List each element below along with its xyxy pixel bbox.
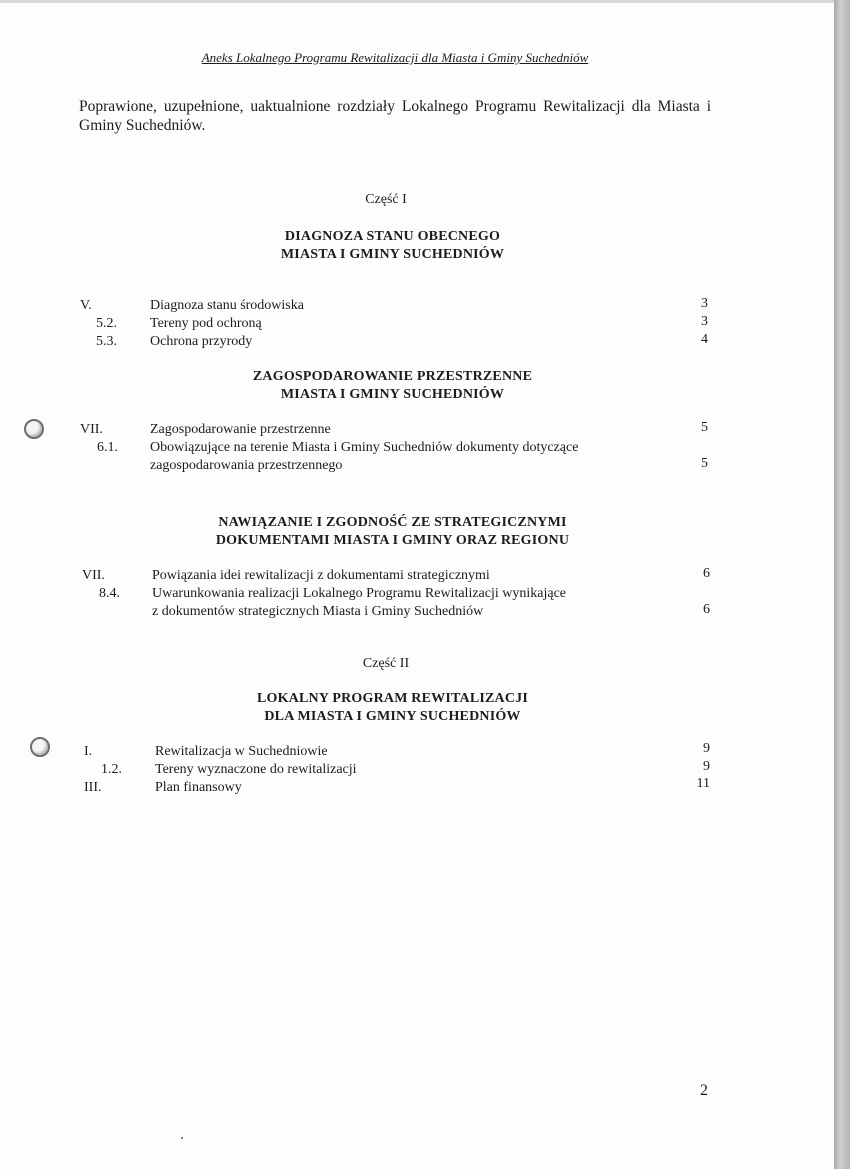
toc-page-number: 4 bbox=[701, 332, 708, 347]
toc-page-number: 5 bbox=[701, 420, 708, 435]
section-title-line: DOKUMENTAMI MIASTA I GMINY ORAZ REGIONU bbox=[215, 533, 570, 548]
running-header: Aneks Lokalnego Programu Rewitalizacji dla Miasta i Gminy Suchedniów bbox=[201, 50, 589, 65]
section-title-line: ZAGOSPODAROWANIE PRZESTRZENNE bbox=[252, 369, 533, 384]
toc-number: VII. bbox=[82, 568, 105, 583]
page-number: 2 bbox=[700, 1082, 708, 1099]
toc-number: V. bbox=[80, 298, 92, 313]
toc-label: Rewitalizacja w Suchedniowie bbox=[155, 744, 328, 759]
section-title bbox=[0, 690, 785, 726]
toc-page-number: 5 bbox=[701, 456, 708, 471]
toc-label: Obowiązujące na terenie Miasta i Gminy Suchedniów dokumenty dotyczące bbox=[150, 440, 579, 455]
section-title-line: NAWIĄZANIE I ZGODNOŚĆ ZE STRATEGICZNYMI bbox=[218, 515, 567, 530]
scan-edge-strip bbox=[834, 0, 850, 1169]
section-title-line: DIAGNOZA STANU OBECNEGO bbox=[284, 229, 501, 244]
punch-hole-lower bbox=[30, 737, 50, 757]
toc-number: I. bbox=[84, 744, 93, 759]
toc-page-number: 11 bbox=[696, 776, 710, 791]
toc-label: Powiązania idei rewitalizacji z dokumentami strategicznymi bbox=[152, 568, 490, 583]
part-label: Część II bbox=[362, 656, 410, 671]
toc-label: Tereny pod ochroną bbox=[150, 316, 262, 331]
section-title bbox=[0, 228, 785, 264]
toc-label: Ochrona przyrody bbox=[150, 334, 253, 349]
section-title bbox=[0, 368, 785, 404]
toc-number: 5.3. bbox=[96, 334, 117, 349]
toc-label: Tereny wyznaczone do rewitalizacji bbox=[155, 762, 357, 777]
toc-number: VII. bbox=[80, 422, 103, 437]
section-title bbox=[0, 514, 785, 550]
toc-number: 8.4. bbox=[99, 586, 120, 601]
toc-label: z dokumentów strategicznych Miasta i Gminy Suchedniów bbox=[152, 604, 484, 619]
section-title-line: MIASTA I GMINY SUCHEDNIÓW bbox=[280, 247, 505, 262]
scan-speck bbox=[181, 1137, 183, 1139]
punch-hole-upper bbox=[24, 419, 44, 439]
toc-number: III. bbox=[84, 780, 102, 795]
toc-page-number: 6 bbox=[703, 602, 710, 617]
part-label: Część I bbox=[365, 192, 407, 207]
toc-number: 6.1. bbox=[97, 440, 118, 455]
section-title-line: DLA MIASTA I GMINY SUCHEDNIÓW bbox=[264, 709, 521, 724]
toc-page-number: 3 bbox=[701, 314, 708, 329]
section-title-line: LOKALNY PROGRAM REWITALIZACJI bbox=[256, 691, 529, 706]
toc-label: Plan finansowy bbox=[155, 780, 242, 795]
intro-paragraph: Poprawione, uzupełnione, uaktualnione rozdziały Lokalnego Programu Rewitalizacji dla Miasta i Gminy Suchedniów. bbox=[79, 98, 711, 134]
scan-top-edge bbox=[0, 0, 834, 3]
toc-page-number: 9 bbox=[703, 759, 710, 774]
toc-page-number: 9 bbox=[703, 741, 710, 756]
section-title-line: MIASTA I GMINY SUCHEDNIÓW bbox=[280, 387, 505, 402]
toc-number: 1.2. bbox=[101, 762, 122, 777]
toc-label: Zagospodarowanie przestrzenne bbox=[150, 422, 331, 437]
toc-page-number: 3 bbox=[701, 296, 708, 311]
toc-label: zagospodarowania przestrzennego bbox=[150, 458, 343, 473]
toc-number: 5.2. bbox=[96, 316, 117, 331]
toc-label: Uwarunkowania realizacji Lokalnego Programu Rewitalizacji wynikające bbox=[152, 586, 566, 601]
toc-label: Diagnoza stanu środowiska bbox=[150, 298, 304, 313]
toc-page-number: 6 bbox=[703, 566, 710, 581]
